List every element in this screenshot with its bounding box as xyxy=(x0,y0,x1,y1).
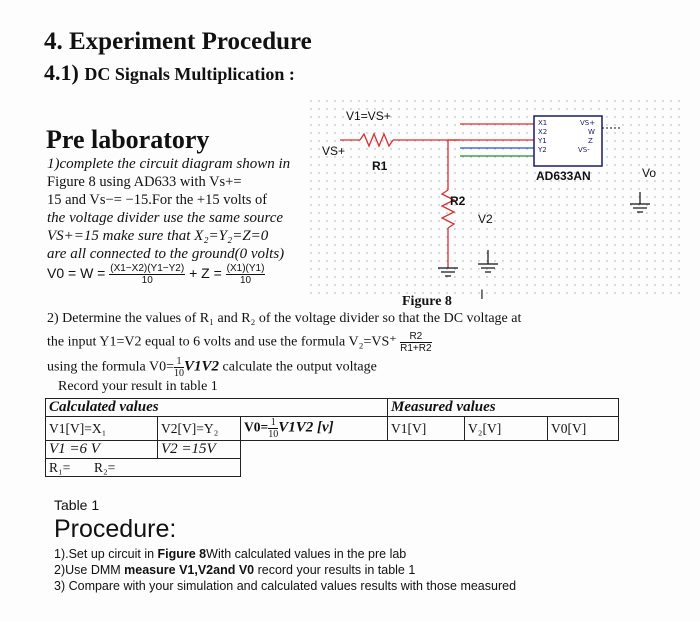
text-cursor-icon: I xyxy=(480,286,484,302)
figure-label: Figure 8 xyxy=(402,294,452,309)
label-vs-plus: VS+ xyxy=(322,144,346,158)
output-formula xyxy=(47,263,265,286)
pin-vs-plus: VS+ xyxy=(580,119,596,127)
procedure-title: Procedure: xyxy=(54,515,177,543)
pin-w: W xyxy=(588,128,595,136)
step2-line-2-text: the input Y1=V2 equal to 6 volts and use the formula V₂=VS⁺ xyxy=(47,334,397,350)
label-v2: V2 xyxy=(478,212,493,226)
formula-fraction-1: $\frac{(X1-X2)(Y1-Y2)}{10}$ xyxy=(110,263,185,286)
cell-meas-v0[interactable]: V0[V] xyxy=(548,417,619,441)
divider-fraction: $\frac{R2}{R1+R2}$ xyxy=(400,331,432,354)
calc-header: Calculated values xyxy=(46,399,388,417)
procedure-step-2: 2)Use DMM measure V1,V2and V0 record your results in table 1 xyxy=(54,563,416,577)
prelab-line-4: the voltage divider use the same source xyxy=(47,210,284,226)
label-chip: AD633AN xyxy=(536,169,591,183)
section-number: 4.1) xyxy=(44,60,79,85)
pin-x1: X1 xyxy=(538,119,548,127)
table-header-row xyxy=(46,399,619,417)
prelab-line-1: 1)complete the circuit diagram shown in xyxy=(47,156,291,172)
cell-v0[interactable]: V0= $\frac{1}{10}V1V2$ [v] xyxy=(241,417,388,441)
pin-x2: X2 xyxy=(538,128,548,136)
cell-v2-value[interactable]: V2 =15V xyxy=(158,441,241,459)
prelab-title: Pre laboratory xyxy=(46,125,210,154)
cell-v1-value[interactable]: V1 =6 V xyxy=(46,441,158,459)
section-name: DC Signals Multiplication : xyxy=(84,64,295,84)
cell-v1x1[interactable]: V1[V]=X₁ xyxy=(46,417,158,441)
table-caption: Table 1 xyxy=(54,497,100,513)
pin-y1: Y1 xyxy=(538,137,547,145)
procedure-step-1: 1).Set up circuit in Figure 8With calculated values in the pre lab xyxy=(54,547,407,561)
step2-line-2 xyxy=(47,331,432,354)
cell-v2y2[interactable]: V2[V]=Y₂ xyxy=(158,417,241,441)
prelab-line-6: are all connected to the ground(0 volts) xyxy=(47,246,285,262)
section-title xyxy=(44,60,295,86)
formula-lhs: V0 = W = xyxy=(47,265,106,282)
results-table xyxy=(45,398,619,477)
step2-line-4: Record your result in table 1 xyxy=(58,379,218,394)
label-v1-vs: V1=VS+ xyxy=(346,109,391,123)
prelab-line-3: 15 and Vs−= −15.For the +15 volts of xyxy=(47,192,268,208)
pin-vs-minus: VS- xyxy=(578,146,590,154)
pin-y2: Y2 xyxy=(538,146,547,154)
cell-r-values[interactable]: R₁= R₂= xyxy=(46,459,241,477)
formula-mid: + Z = xyxy=(189,265,222,282)
step2-line-1: 2) Determine the values of R₁ and R₂ of the voltage divider so that the DC voltage at xyxy=(47,311,522,326)
step2-fraction: $\frac{1}{10}$ xyxy=(174,356,185,379)
cell-meas-v1[interactable]: V1[V] xyxy=(388,417,465,441)
procedure-step-3: 3) Compare with your simulation and calculated values results with those measured xyxy=(54,579,517,593)
formula-fraction-2: $\frac{(X1)(Y1)}{10}$ xyxy=(226,263,265,286)
page-title: 4. Experiment Procedure xyxy=(44,28,312,55)
pin-z: Z xyxy=(588,137,593,145)
table-row xyxy=(46,459,619,477)
prelab-line-5: VS+=15 make sure that X₂=Y₂=Z=0 xyxy=(47,228,269,244)
meas-header: Measured values xyxy=(388,399,619,417)
table-row xyxy=(46,441,619,459)
label-r2: R2 xyxy=(450,194,466,208)
label-vo: Vo xyxy=(642,166,657,180)
prelab-line-2: Figure 8 using AD633 with Vs+= xyxy=(47,174,242,190)
table-row xyxy=(46,417,619,441)
circuit-diagram xyxy=(310,100,680,300)
cell-meas-v2[interactable]: V₂[V] xyxy=(465,417,548,441)
label-r1: R1 xyxy=(372,159,388,173)
step2-line-3: using the formula V0= $\frac{1}{10}V1V2$ calculate the output voltage xyxy=(47,356,377,379)
